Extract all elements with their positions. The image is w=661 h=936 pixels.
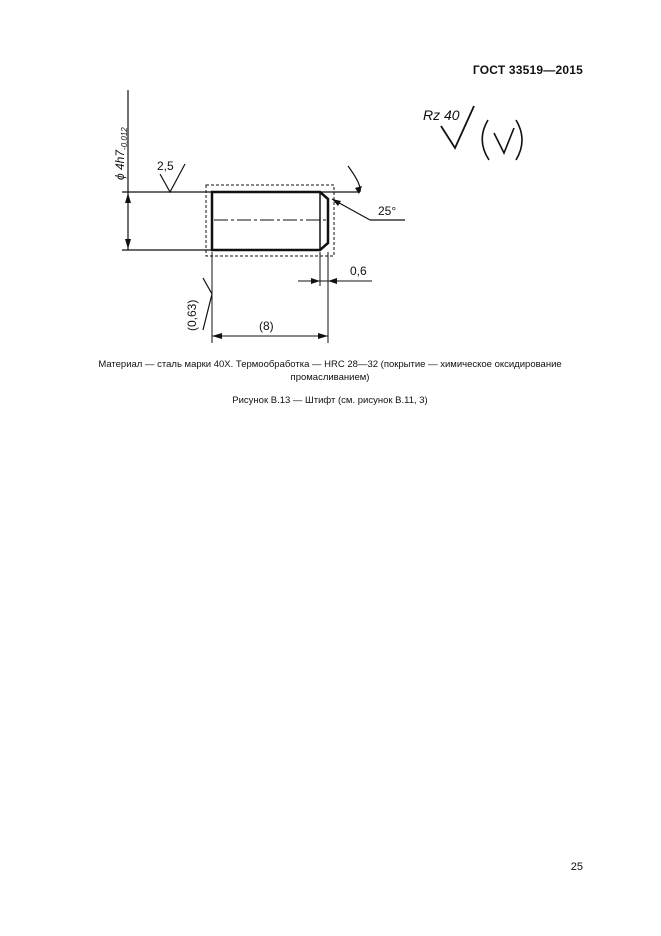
diameter-label: ϕ $4h7_{-0,012}$ xyxy=(113,127,129,180)
roughness-symbol-side xyxy=(203,278,212,330)
pin-technical-drawing xyxy=(0,0,661,360)
angle-leader-arrow xyxy=(332,199,341,206)
length-arrow-left xyxy=(212,333,222,339)
diameter-arrow-top xyxy=(125,193,131,203)
pin-body xyxy=(212,192,328,250)
chamfer-arrow-right xyxy=(328,278,337,284)
roughness-side-label: (0,63) xyxy=(185,299,199,331)
figure-caption: Рисунок В.13 — Штифт (см. рисунок В.11, 3) xyxy=(232,395,428,406)
diameter-arrow-bottom xyxy=(125,239,131,249)
length-arrow-right xyxy=(318,333,328,339)
chamfer-arrow-left xyxy=(311,278,320,284)
material-note-line2: промасливанием) xyxy=(290,372,370,383)
general-roughness-label: Rz 40 xyxy=(423,107,460,123)
bracket-check-icon xyxy=(494,128,514,153)
length-label: (8) xyxy=(259,319,274,333)
page-number: 25 xyxy=(570,861,583,873)
roughness-top-label: 2,5 xyxy=(157,159,174,173)
chamfer-label: 0,6 xyxy=(350,264,367,278)
material-note-line1: Материал — сталь марки 40Х. Термообработка — HRC 28—32 (покрытие — химическое оксидирование xyxy=(98,359,562,370)
standard-code: ГОСТ 33519—2015 xyxy=(472,63,583,77)
angle-label: 25° xyxy=(378,204,397,218)
angle-arrow xyxy=(355,186,362,194)
bracket-left xyxy=(482,120,489,160)
bracket-right xyxy=(516,120,522,160)
material-note xyxy=(80,358,580,384)
